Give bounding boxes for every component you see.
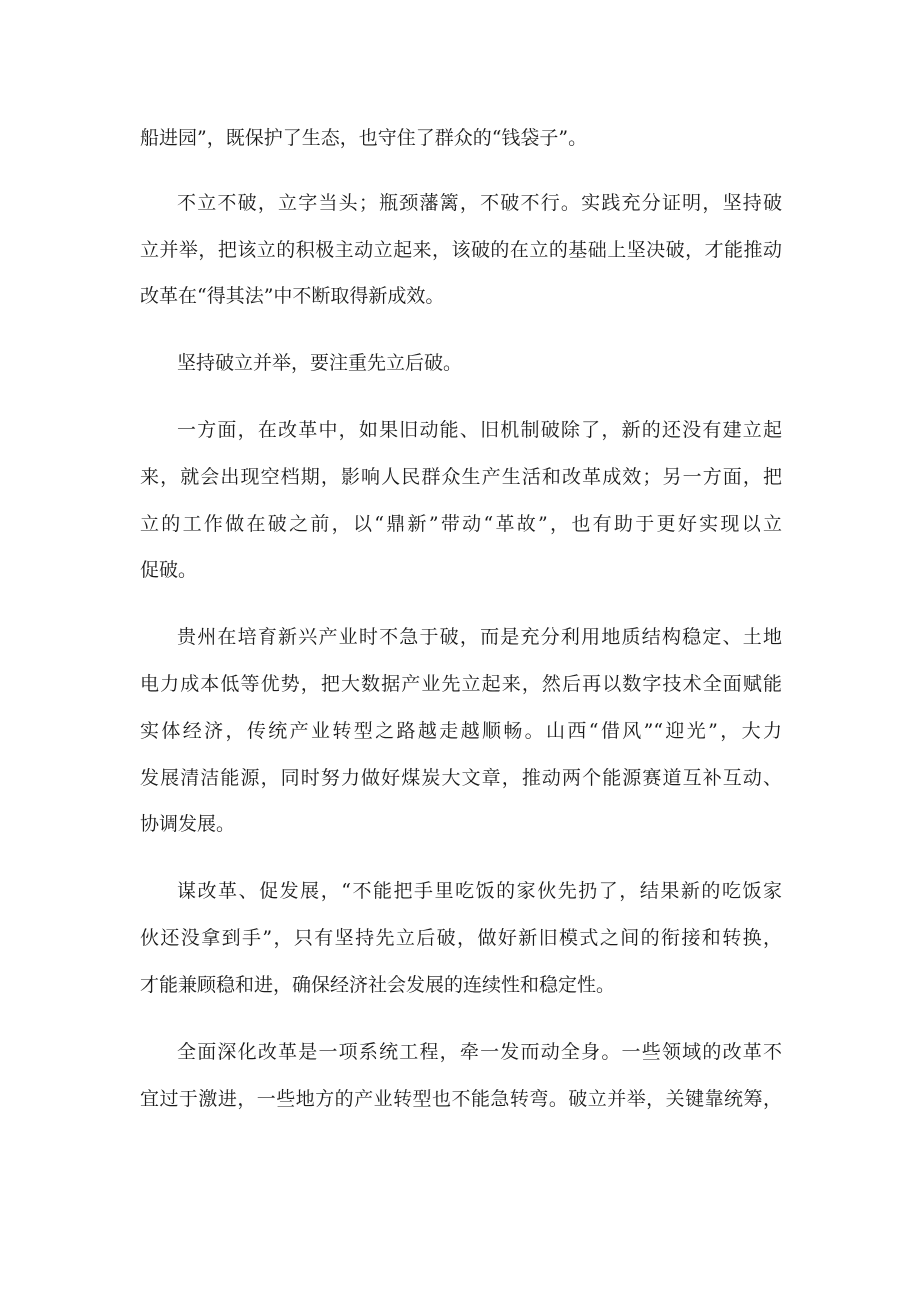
paragraph-5-line-1: 贵州在培育新兴产业时不急于破，而是充分利用地质结构稳定、土地 xyxy=(177,626,782,648)
paragraph-7-line-1: 全面深化改革是一项系统工程，牵一发而动全身。一些领域的改革不 xyxy=(177,1041,782,1063)
paragraph-3-line-1: 坚持破立并举，要注重先立后破。 xyxy=(177,352,463,374)
paragraph-5-line-2: 电力成本低等优势，把大数据产业先立起来，然后再以数字技术全面赋能 xyxy=(140,673,782,695)
paragraph-1-line-1: 船进园”，既保护了生态，也守住了群众的“钱袋子”。 xyxy=(140,127,588,149)
paragraph-2-line-3: 改革在“得其法”中不断取得新成效。 xyxy=(140,285,445,307)
paragraph-2-line-1: 不立不破，立字当头；瓶颈藩篱，不破不行。实践充分证明，坚持破 xyxy=(177,192,782,214)
paragraph-4-line-4: 促破。 xyxy=(140,559,198,581)
paragraph-5-line-3: 实体经济，传统产业转型之路越走越顺畅。山西“借风”“迎光”，大力 xyxy=(140,720,782,742)
paragraph-4-line-3: 立的工作做在破之前，以“鼎新”带动“革故”，也有助于更好实现以立 xyxy=(140,513,782,535)
paragraph-5-line-5: 协调发展。 xyxy=(140,813,236,835)
paragraph-5-line-4: 发展清洁能源，同时努力做好煤炭大文章，推动两个能源赛道互补互动、 xyxy=(140,767,782,789)
paragraph-7-line-2: 宜过于激进，一些地方的产业转型也不能急转弯。破立并举，关键靠统筹， xyxy=(140,1088,782,1110)
paragraph-4-line-2: 来，就会出现空档期，影响人民群众生产生活和改革成效；另一方面，把 xyxy=(140,466,782,488)
paragraph-6-line-2: 伙还没拿到手”，只有坚持先立后破，做好新旧模式之间的衔接和转换， xyxy=(140,927,782,949)
paragraph-6-line-1: 谋改革、促发展，“不能把手里吃饭的家伙先扔了，结果新的吃饭家 xyxy=(177,880,782,902)
paragraph-4-line-1: 一方面，在改革中，如果旧动能、旧机制破除了，新的还没有建立起 xyxy=(177,419,782,441)
paragraph-2-line-2: 立并举，把该立的积极主动立起来，该破的在立的基础上坚决破，才能推动 xyxy=(140,239,782,261)
paragraph-6-line-3: 才能兼顾稳和进，确保经济社会发展的连续性和稳定性。 xyxy=(140,974,616,996)
